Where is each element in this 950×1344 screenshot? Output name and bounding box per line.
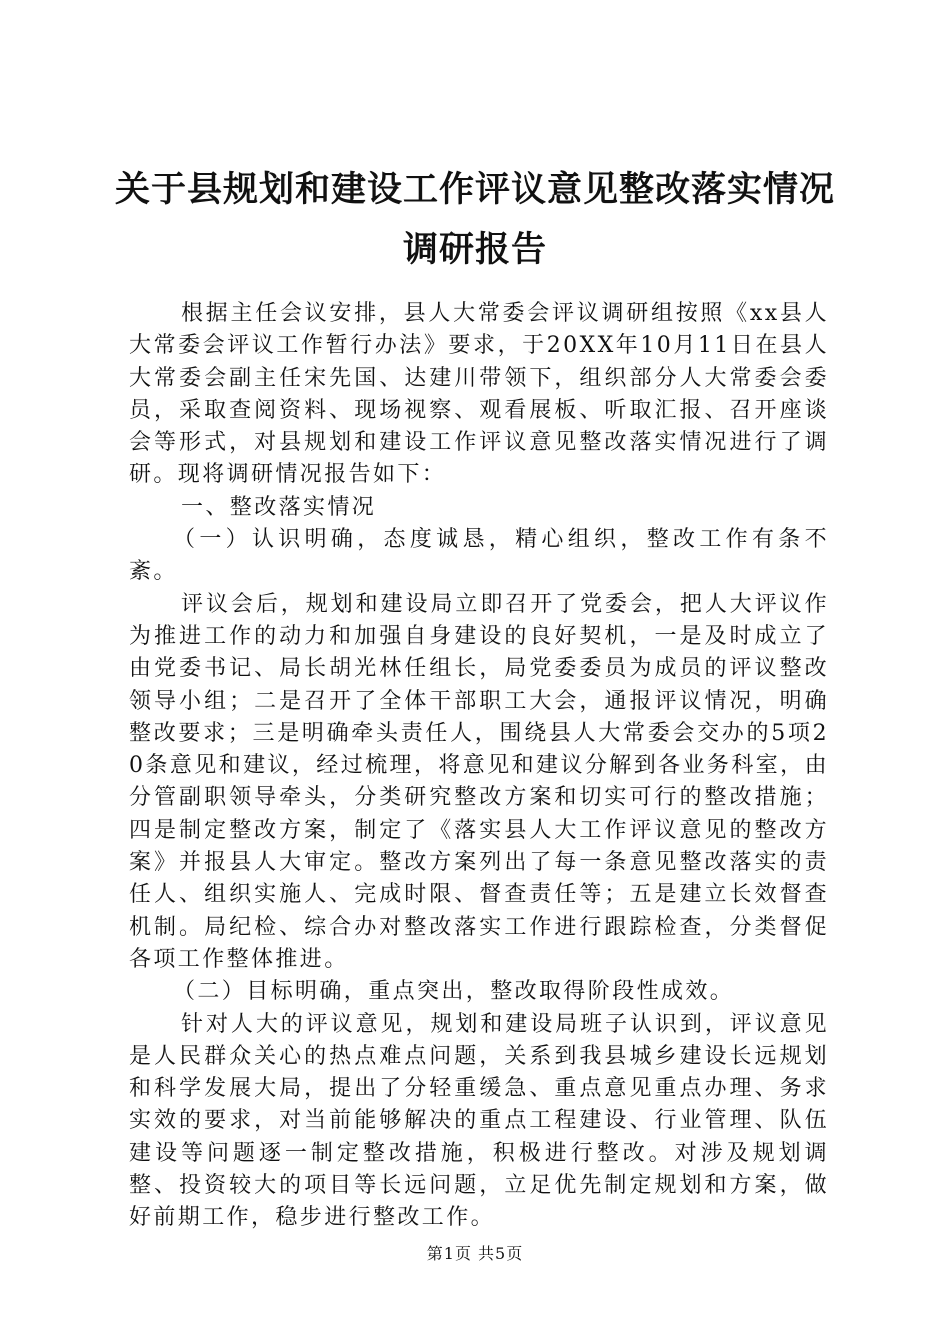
- body-paragraph-2: 针对人大的评议意见，规划和建设局班子认识到，评议意见是人民群众关心的热点难点问题，关系到我县城乡建设长远规划和科学发展大局，提出了分轻重缓急、重点意见重点办理、务求实效的要求，对当前能够解决的重点工程建设、行业管理、队伍建设等问题逐一制定整改措施，积极进行整改。对涉及规划调整、投资较大的项目等长远问题，立足优先制定规划和方案，做好前期工作，稳步进行整改工作。: [129, 1011, 829, 1231]
- page-number-footer: 第1页 共5页: [426, 1244, 524, 1263]
- section-heading-1: 一、整改落实情况: [181, 494, 377, 520]
- body-paragraph-1: 评议会后，规划和建设局立即召开了党委会，把人大评议作为推进工作的动力和加强自身建设的良好契机，一是及时成立了由党委书记、局长胡光林任组长，局党委委员为成员的评议整改领导小组；二是召开了全体干部职工大会，通报评议情况，明确整改要求；三是明确牵头责任人，围绕县人大常委会交办的5项20条意见和建议，经过梳理，将意见和建议分解到各业务科室，由分管副职领导牵头，分类研究整改方案和切实可行的整改措施；四是制定整改方案，制定了《落实县人大工作评议意见的整改方案》并报县人大审定。整改方案列出了每一条意见整改落实的责任人、组织实施人、完成时限、督查责任等；五是建立长效督查机制。局纪检、综合办对整改落实工作进行跟踪检查，分类督促各项工作整体推进。: [129, 591, 829, 972]
- intro-paragraph: 根据主任会议安排，县人大常委会评议调研组按照《xx县人大常委会评议工作暂行办法》要求，于20XX年10月11日在县人大常委会副主任宋先国、达建川带领下，组织部分人大常委会委员，采取查阅资料、现场视察、观看展板、听取汇报、召开座谈会等形式，对县规划和建设工作评议意见整改落实情况进行了调研。现将调研情况报告如下：: [129, 301, 829, 488]
- subsection-heading-2: （二）目标明确，重点突出，整改取得阶段性成效。: [173, 979, 735, 1005]
- document-title-line-1: 关于县规划和建设工作评议意见整改落实情况: [114, 170, 835, 210]
- document-title-line-2: 调研报告: [402, 230, 547, 270]
- document-body: [129, 298, 829, 1235]
- subsection-heading-1: （一）认识明确，态度诚恳，精心组织，整改工作有条不紊。: [129, 527, 829, 585]
